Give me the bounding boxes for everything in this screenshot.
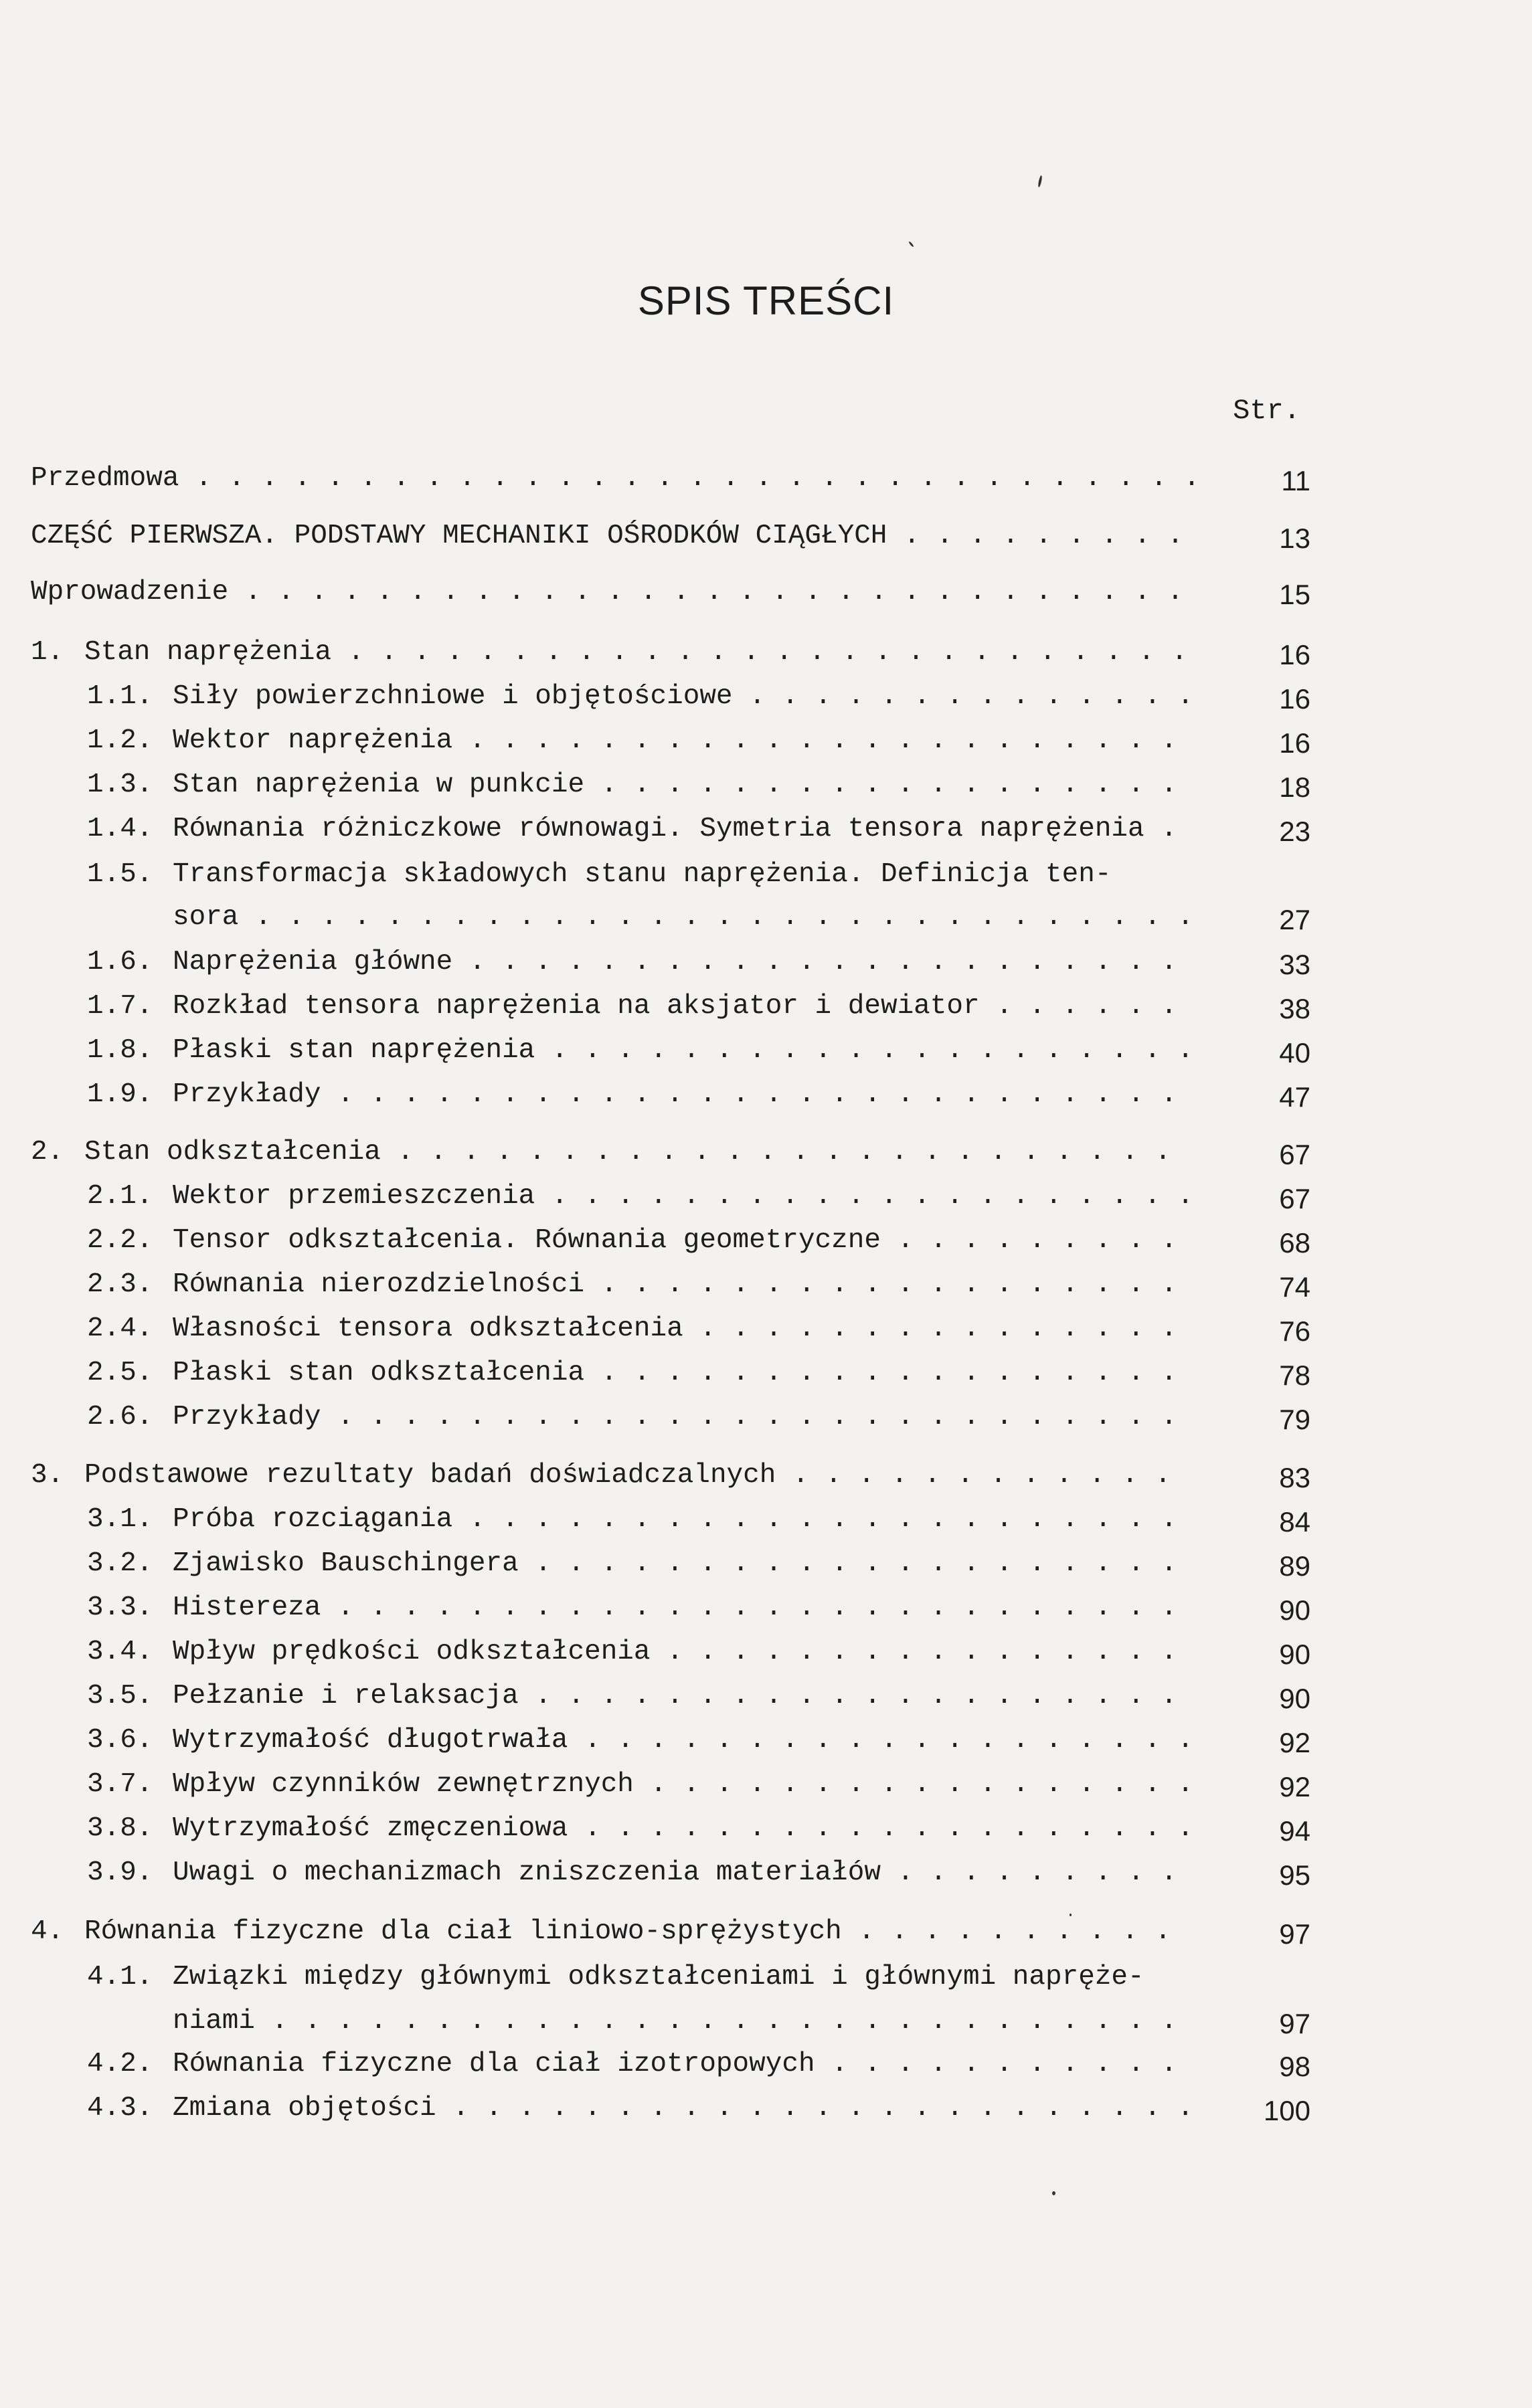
toc-entry-title: Uwagi o mechanizmach zniszczenia materiałów — [173, 1857, 881, 1888]
toc-entry-page: 90 — [1279, 1594, 1310, 1626]
toc-entry-title: Równania nierozdzielności — [173, 1269, 585, 1300]
toc-entry — [87, 1268, 1193, 1301]
toc-entry-number: 2.5. — [87, 1358, 153, 1388]
toc-entry-number: 3. — [31, 1460, 64, 1491]
toc-leader-dots: . . . . . . . . . — [887, 521, 1200, 551]
toc-entry — [87, 768, 1193, 802]
toc-entry-title: Naprężenia główne — [173, 947, 453, 978]
toc-leader-dots: . . . . . . . . . . . . . . . . . . . . . . . . — [380, 1137, 1188, 1168]
toc-entry-page: 68 — [1279, 1227, 1310, 1259]
toc-entry-page: 16 — [1279, 683, 1310, 715]
toc-leader-dots: . . . . . . . . . . . . . . . . . . . . . . . . . . — [321, 1402, 1194, 1432]
toc-leader-dots: . . . . . . . . . . . . . . . . . . . . — [535, 1181, 1211, 1212]
toc-leader-dots: . . . . . . . . . . . . . . . . . . — [584, 1358, 1194, 1388]
toc-leader-dots: . . . . . . . . . . . . . . . . . . . . . . . . . . . . — [255, 2006, 1194, 2037]
toc-entry-page: 67 — [1279, 1183, 1310, 1214]
toc-entry-page: 27 — [1279, 904, 1310, 935]
toc-entry — [87, 1224, 1193, 1257]
toc-entry — [87, 1768, 1210, 1801]
toc-entry-title: Siły powierzchniowe i objętościowe — [173, 681, 733, 712]
toc-entry-page: 98 — [1279, 2051, 1310, 2082]
toc-entry — [31, 1135, 1187, 1169]
toc-leader-dots: . . . . . . . . . . . . . . . . . . . . . . . — [436, 2093, 1211, 2124]
toc-entry-page: 33 — [1279, 949, 1310, 980]
toc-leader-dots: . . . . . . . . . — [880, 1857, 1194, 1888]
toc-entry-number: 3.2. — [87, 1548, 153, 1579]
toc-entry-number: 1.4. — [87, 814, 153, 844]
toc-entry-number: 1.8. — [87, 1035, 153, 1066]
toc-entry-page: 18 — [1279, 771, 1310, 803]
toc-entry-page: 16 — [1279, 727, 1310, 759]
toc-entry-number: 2.3. — [87, 1269, 153, 1300]
toc-leader-dots: . . . . . . . . . . . . . . . . . . . . . . . . . . . . . — [238, 902, 1211, 933]
toc-entry-page: 84 — [1279, 1506, 1310, 1538]
scan-speck — [1052, 2191, 1055, 2195]
toc-entry-title: Wpływ prędkości odkształcenia — [173, 1637, 651, 1667]
toc-entry-page: 90 — [1279, 1639, 1310, 1670]
toc-leader-dots: . . . . . . . . . . . . — [776, 1460, 1188, 1491]
toc-entry-title: Płaski stan naprężenia — [173, 1035, 535, 1066]
toc-entry-title: Wektor naprężenia — [173, 725, 453, 756]
toc-entry-number: 2.2. — [87, 1225, 153, 1256]
toc-entry-number: 2.1. — [87, 1181, 153, 1212]
toc-leader-dots: . . . . . . . . . . . . . . . . . . . . . . . . . . — [331, 637, 1205, 668]
toc-leader-dots: . . . . . . — [979, 991, 1194, 1022]
toc-entry-title: Transformacja składowych stanu naprężenia. Definicja ten- — [173, 859, 1112, 890]
toc-entry-page: 90 — [1279, 1683, 1310, 1714]
toc-entry-number: 3.7. — [87, 1769, 153, 1800]
toc-entry-title: Wpływ czynników zewnętrznych — [173, 1769, 634, 1800]
toc-entry-continuation-text: sora — [173, 902, 239, 933]
toc-entry — [87, 1724, 1210, 1757]
toc-entry-continuation-text: niami — [173, 2006, 256, 2037]
toc-entry-title: Pełzanie i relaksacja — [173, 1681, 519, 1711]
toc-entry-number: 1. — [31, 637, 64, 668]
toc-entry-number: 1.1. — [87, 681, 153, 712]
toc-entry-title: Histereza — [173, 1592, 321, 1623]
toc-entry-number: 2.4. — [87, 1313, 153, 1344]
toc-entry-title: Podstawowe rezultaty badań doświadczalnych — [84, 1460, 776, 1491]
toc-entry-title: Próba rozciągania — [173, 1504, 453, 1535]
toc-entry — [87, 680, 1210, 713]
toc-entry-number: 1.7. — [87, 991, 153, 1022]
toc-entry-number: 3.4. — [87, 1637, 153, 1667]
toc-entry-number: 4.1. — [87, 1962, 153, 1993]
toc-leader-dots: . . . . . . . . . . . — [815, 2049, 1194, 2079]
toc-leader-dots: . . . . . . . . . . . . . . . . . . . . . . . . . . . . . . . — [179, 463, 1217, 494]
toc-entry — [87, 1503, 1193, 1536]
toc-entry — [31, 519, 1200, 553]
toc-leader-dots: . — [1144, 814, 1194, 844]
toc-entry-title: Płaski stan odkształcenia — [173, 1358, 585, 1388]
toc-entry-number: 2.6. — [87, 1402, 153, 1432]
toc-entry-page: 79 — [1279, 1404, 1310, 1435]
toc-leader-dots: . . . . . . . . . — [880, 1225, 1194, 1256]
toc-entry-page: 92 — [1279, 1727, 1310, 1758]
toc-entry — [87, 1356, 1193, 1390]
toc-entry — [87, 1635, 1193, 1669]
toc-entry — [31, 575, 1200, 609]
toc-entry-page: 47 — [1279, 1081, 1310, 1113]
toc-entry-page: 92 — [1279, 1771, 1310, 1802]
toc-entry-number: 4. — [31, 1916, 64, 1947]
toc-entry — [87, 990, 1193, 1023]
toc-entry-number: 2. — [31, 1137, 64, 1168]
toc-entry-page: 11 — [1281, 465, 1310, 496]
toc-entry-title: Wektor przemieszczenia — [173, 1181, 535, 1212]
toc-entry-title: Zmiana objętości — [173, 2093, 436, 2124]
toc-entry — [87, 2047, 1193, 2081]
toc-entry — [87, 1400, 1193, 1434]
toc-leader-dots: . . . . . . . . . . . . . . . . . . . . — [518, 1548, 1194, 1579]
toc-entry-page: 16 — [1279, 639, 1310, 670]
toc-entry — [87, 1180, 1210, 1213]
toc-entry-title: Zjawisko Bauschingera — [173, 1548, 519, 1579]
toc-entry-number: 3.5. — [87, 1681, 153, 1711]
toc-entry — [87, 812, 1193, 846]
toc-entry-title: Równania różniczkowe równowagi. Symetria tensora naprężenia — [173, 814, 1144, 844]
toc-leader-dots: . . . . . . . . . . . . . . . . . . . . . . . . . . . . . — [228, 577, 1200, 608]
toc-entry-page: 40 — [1279, 1037, 1310, 1069]
toc-entry — [87, 1856, 1193, 1889]
toc-entry-title: Rozkład tensora naprężenia na aksjator i dewiator — [173, 991, 980, 1022]
toc-entry-title: Własności tensora odkształcenia — [173, 1313, 683, 1344]
toc-entry-page: 89 — [1279, 1550, 1310, 1582]
toc-entry-title: Wprowadzenie — [31, 577, 229, 608]
toc-entry-number: 3.1. — [87, 1504, 153, 1535]
toc-entry-page: 97 — [1279, 2008, 1310, 2039]
toc-entry — [87, 1812, 1210, 1845]
toc-entry-number: 3.9. — [87, 1857, 153, 1888]
toc-leader-dots: . . . . . . . . . . . . . . . . . . — [584, 769, 1194, 800]
toc-entry — [87, 1312, 1193, 1346]
toc-entry-page: 23 — [1279, 816, 1310, 847]
toc-entry-title: Stan naprężenia — [84, 637, 332, 668]
toc-entry-number: 1.6. — [87, 947, 153, 978]
toc-entry-title: Przykłady — [173, 1079, 321, 1110]
page-title: SPIS TREŚCI — [637, 278, 895, 323]
toc-entry-number: 3.8. — [87, 1813, 153, 1844]
toc-entry-continuation — [173, 2005, 1193, 2038]
toc-leader-dots: . . . . . . . . . . . . . . . . . . . . . . . . . . — [321, 1079, 1194, 1110]
toc-leader-dots: . . . . . . . . . . . . . . . . . . . . . . — [452, 725, 1194, 756]
toc-leader-dots: . . . . . . . . . . . . . . . . . . . . . . — [452, 947, 1194, 978]
toc-leader-dots: . . . . . . . . . . . . . . . . . . . . . . — [452, 1504, 1194, 1535]
toc-entry — [31, 636, 1204, 669]
toc-entry-continuation — [173, 901, 1210, 934]
toc-leader-dots: . . . . . . . . . . . . . . . . . . . . . . . . . . — [321, 1592, 1194, 1623]
toc-entry-title: CZĘŚĆ PIERWSZA. PODSTAWY MECHANIKI OŚRODKÓW CIĄGŁYCH — [31, 521, 887, 551]
toc-entry-title: Równania fizyczne dla ciał izotropowych — [173, 2049, 815, 2079]
toc-entry-page: 97 — [1279, 1918, 1310, 1950]
toc-entry-title: Stan naprężenia w punkcie — [173, 769, 585, 800]
toc-entry-page: 13 — [1279, 523, 1310, 554]
toc-entry-title: Związki między głównymi odkształceniami i głównymi napręże- — [173, 1962, 1144, 1993]
toc-leader-dots: . . . . . . . . . . . . . . . . . . . — [568, 1813, 1211, 1844]
toc-leader-dots: . . . . . . . . . . . . . . . . . — [633, 1769, 1211, 1800]
toc-entry-page: 74 — [1279, 1271, 1310, 1303]
toc-entry-page: 100 — [1263, 2095, 1310, 2126]
toc-entry-page: 94 — [1279, 1815, 1310, 1847]
toc-entry-number: 4.2. — [87, 2049, 153, 2079]
toc-entry-title: Tensor odkształcenia. Równania geometryczne — [173, 1225, 881, 1256]
toc-entry — [87, 858, 1111, 891]
toc-entry-page: 95 — [1279, 1859, 1310, 1891]
toc-leader-dots: . . . . . . . . . . . . . . . . . . . — [568, 1725, 1211, 1756]
toc-leader-dots: . . . . . . . . . . . . . . . . — [650, 1637, 1194, 1667]
toc-leader-dots: . . . . . . . . . . . . . . . . . . — [584, 1269, 1194, 1300]
scan-speck — [1070, 1914, 1072, 1916]
toc-entry-number: 3.3. — [87, 1592, 153, 1623]
toc-entry-title: Przedmowa — [31, 463, 179, 494]
toc-entry-title: Wytrzymałość zmęczeniowa — [173, 1813, 568, 1844]
toc-entry-title: Równania fizyczne dla ciał liniowo-sprężystych — [84, 1916, 842, 1947]
toc-entry — [31, 462, 1217, 495]
toc-entry-title: Wytrzymałość długotrwała — [173, 1725, 568, 1756]
toc-entry — [87, 945, 1193, 979]
toc-leader-dots: . . . . . . . . . . . . . . . — [683, 1313, 1194, 1344]
toc-entry-number: 1.9. — [87, 1079, 153, 1110]
toc-leader-dots: . . . . . . . . . . . . . . — [732, 681, 1211, 712]
page-column-label: Str. — [1233, 395, 1300, 427]
toc-entry-number: 1.2. — [87, 725, 153, 756]
toc-leader-dots: . . . . . . . . . . . . . . . . . . . . — [518, 1681, 1194, 1711]
toc-entry-number: 3.6. — [87, 1725, 153, 1756]
toc-entry — [87, 1547, 1193, 1580]
toc-entry — [87, 1679, 1193, 1713]
toc-entry — [87, 2092, 1210, 2125]
toc-entry-page: 78 — [1279, 1360, 1310, 1391]
toc-entry-title: Przykłady — [173, 1402, 321, 1432]
toc-entry-page: 38 — [1279, 993, 1310, 1024]
toc-entry-page: 15 — [1279, 579, 1310, 610]
toc-entry-number: 1.3. — [87, 769, 153, 800]
toc-entry — [87, 1078, 1193, 1111]
toc-entry-page: 83 — [1279, 1462, 1310, 1493]
toc-entry — [87, 1960, 1144, 1994]
toc-entry — [31, 1459, 1187, 1492]
toc-leader-dots: . . . . . . . . . . — [841, 1916, 1188, 1947]
toc-entry-number: 4.3. — [87, 2093, 153, 2124]
toc-entry — [87, 1034, 1210, 1067]
toc-entry-page: 76 — [1279, 1315, 1310, 1347]
toc-entry-page: 67 — [1279, 1139, 1310, 1170]
toc-leader-dots: . . . . . . . . . . . . . . . . . . . . — [535, 1035, 1211, 1066]
toc-entry — [87, 1591, 1193, 1625]
toc-entry — [87, 724, 1193, 757]
toc-entry-title: Stan odkształcenia — [84, 1137, 381, 1168]
toc-entry-number: 1.5. — [87, 859, 153, 890]
toc-entry — [31, 1915, 1187, 1948]
